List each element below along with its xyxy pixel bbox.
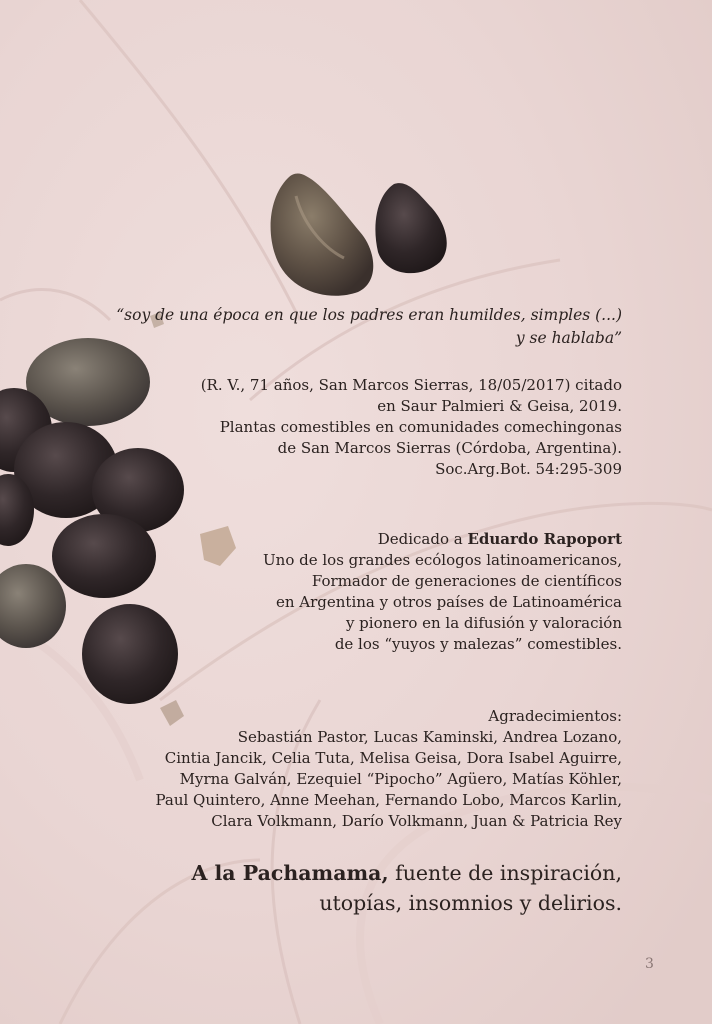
dedication-name: Eduardo Rapoport <box>467 530 622 548</box>
pachamama-bold: A la Pachamama, <box>191 861 389 885</box>
pachamama-line-2: utopías, insomnios y delirios. <box>319 891 622 915</box>
acknowledgements-line: Clara Volkmann, Darío Volkmann, Juan & Patricia Rey <box>211 812 622 830</box>
dedication-line: Formador de generaciones de científicos <box>311 572 622 590</box>
pachamama-rest: fuente de inspiración, <box>388 861 622 885</box>
acknowledgements-block <box>155 706 622 832</box>
page-number: 3 <box>645 956 654 972</box>
acknowledgements-line: Cintia Jancik, Celia Tuta, Melisa Geisa, Dora Isabel Aguirre, <box>164 749 622 767</box>
citation-block <box>201 375 622 480</box>
dedication-prefix: Dedicado a <box>377 530 468 548</box>
dedication-heading <box>263 529 622 550</box>
citation-line: en Saur Palmieri & Geisa, 2019. <box>377 397 622 415</box>
citation-line: Soc.Arg.Bot. 54:295-309 <box>435 460 622 478</box>
pachamama-dedication <box>191 858 622 918</box>
acknowledgements-heading: Agradecimientos: <box>488 707 622 725</box>
pachamama-line-1 <box>191 858 622 888</box>
dedication-block <box>263 529 622 655</box>
dedication-line: en Argentina y otros países de Latinoamérica <box>275 593 622 611</box>
citation-line: Plantas comestibles en comunidades comechingonas <box>219 418 622 436</box>
dedication-line: Uno de los grandes ecólogos latinoamericanos, <box>263 551 622 569</box>
epigraph-quote <box>116 304 622 350</box>
quote-line-1: “soy de una época en que los padres eran humildes, simples (...) <box>116 306 622 324</box>
quote-line-2: y se hablaba” <box>515 329 622 347</box>
dedication-line: y pionero en la difusión y valoración <box>345 614 622 632</box>
acknowledgements-line: Myrna Galván, Ezequiel “Pipocho” Agüero, Matías Köhler, <box>179 770 622 788</box>
dedication-line: de los “yuyos y malezas” comestibles. <box>334 635 622 653</box>
citation-line: (R. V., 71 años, San Marcos Sierras, 18/05/2017) citado <box>200 376 622 394</box>
acknowledgements-line: Paul Quintero, Anne Meehan, Fernando Lobo, Marcos Karlin, <box>155 791 622 809</box>
acknowledgements-line: Sebastián Pastor, Lucas Kaminski, Andrea Lozano, <box>237 728 622 746</box>
citation-line: de San Marcos Sierras (Córdoba, Argentina). <box>277 439 622 457</box>
